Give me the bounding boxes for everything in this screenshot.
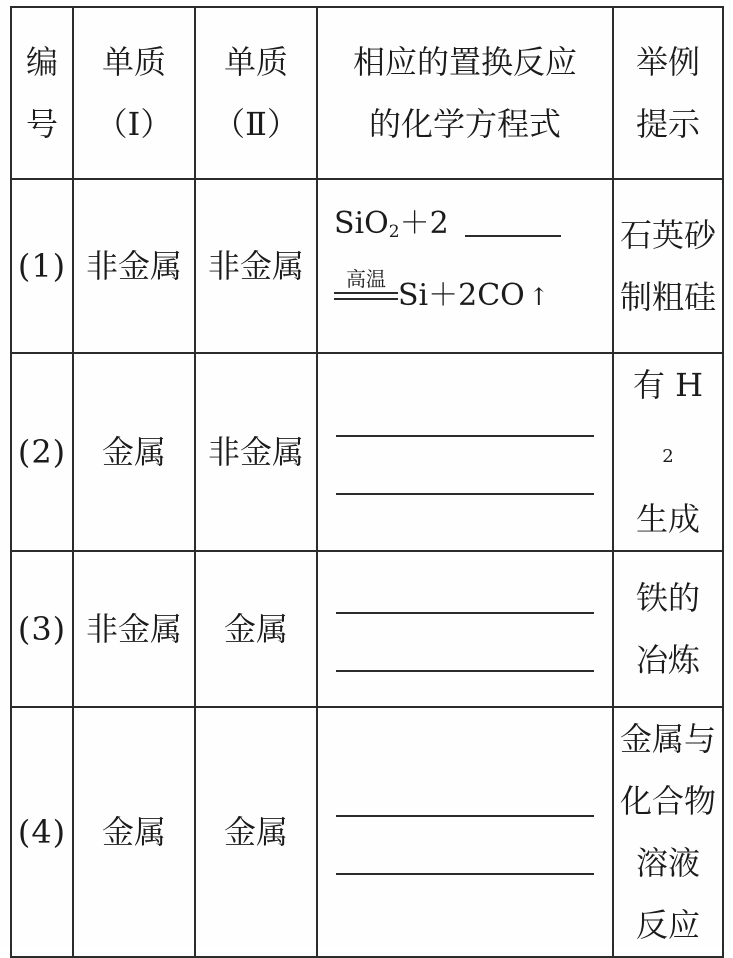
equation-cell — [317, 551, 613, 707]
equation-line-1: SiO$_2$＋2 — [334, 206, 561, 250]
row-hint: 金属与 化合物 溶液 反应 — [613, 707, 723, 957]
row-hint: 石英砂 制粗硅 — [613, 179, 723, 353]
equation-blank[interactable] — [465, 235, 561, 237]
answer-blank[interactable] — [336, 670, 594, 672]
reaction-condition: 高温 — [334, 268, 398, 300]
answer-blank[interactable] — [336, 493, 594, 495]
equals-sign — [334, 292, 398, 300]
answer-blank[interactable] — [336, 815, 594, 817]
row-id: (4) — [11, 707, 73, 957]
table-row — [11, 707, 723, 957]
row-id: (2) — [11, 353, 73, 551]
equation-line-2: Si＋2CO ↑ — [398, 278, 549, 313]
answer-blank[interactable] — [336, 612, 594, 614]
equation-cell — [317, 353, 613, 551]
row-id: (1) — [11, 179, 73, 353]
answer-blank[interactable] — [336, 873, 594, 875]
header-single-1: 单质 （Ⅰ） — [73, 7, 195, 179]
row-single-2: 金属 — [195, 551, 317, 707]
row-hint: 有 H $_2$ 生成 — [613, 353, 723, 551]
row-id: (3) — [11, 551, 73, 707]
table-row — [11, 353, 723, 551]
equation-cell — [317, 707, 613, 957]
table-row — [11, 179, 723, 353]
row-single-1: 金属 — [73, 353, 195, 551]
header-row — [11, 7, 723, 179]
row-single-2: 金属 — [195, 707, 317, 957]
header-hint: 举例 提示 — [613, 7, 723, 179]
header-single-2: 单质 （Ⅱ） — [195, 7, 317, 179]
gas-arrow-icon: ↑ — [528, 283, 549, 311]
table-row — [11, 551, 723, 707]
equation-cell — [317, 179, 613, 353]
row-single-1: 非金属 — [73, 179, 195, 353]
equation-example — [318, 180, 612, 352]
row-single-2: 非金属 — [195, 179, 317, 353]
header-number: 编 号 — [11, 7, 73, 179]
row-single-2: 非金属 — [195, 353, 317, 551]
header-equation: 相应的置换反应 的化学方程式 — [317, 7, 613, 179]
row-single-1: 非金属 — [73, 551, 195, 707]
row-hint: 铁的 冶炼 — [613, 551, 723, 707]
answer-blank[interactable] — [336, 435, 594, 437]
displacement-reaction-table — [10, 6, 724, 958]
row-single-1: 金属 — [73, 707, 195, 957]
